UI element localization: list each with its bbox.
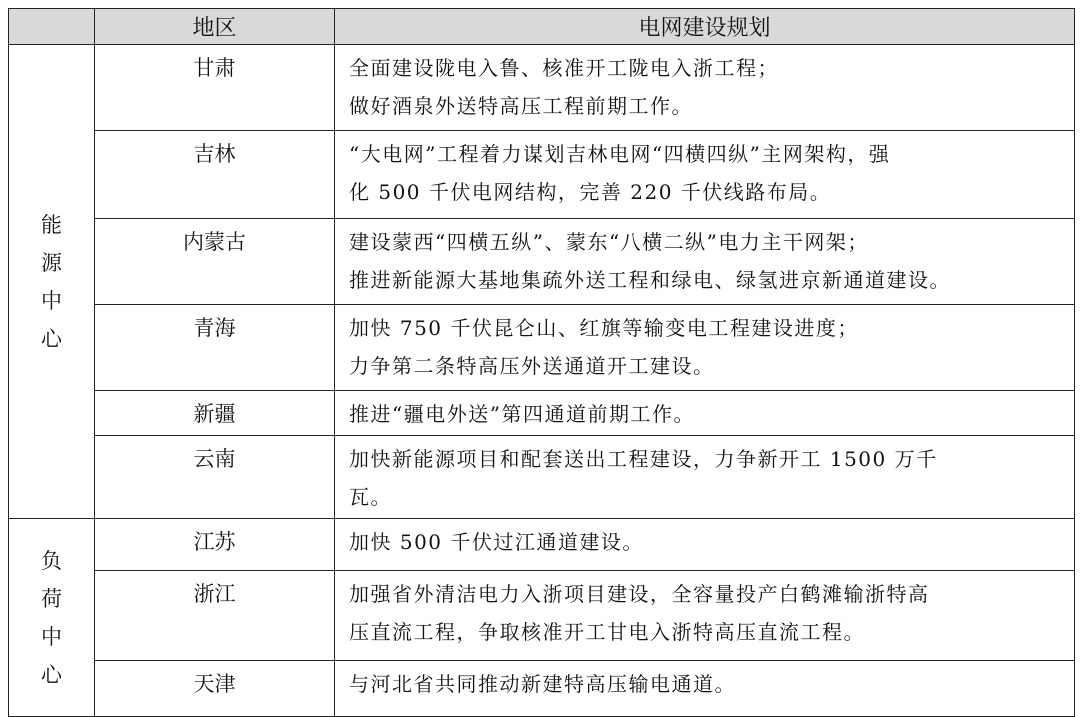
table-row (9, 219, 1075, 305)
table-row (9, 436, 1075, 519)
region-cell: 吉林 (95, 131, 335, 219)
region-cell: 江苏 (95, 519, 335, 571)
plan-cell (335, 131, 1075, 219)
plan-cell (335, 391, 1075, 436)
plan-line: 瓦。 (349, 485, 392, 509)
plan-line: 推进“疆电外送”第四通道前期工作。 (349, 402, 695, 426)
table-row (9, 519, 1075, 571)
header-region: 地区 (95, 9, 335, 45)
table-row (9, 131, 1075, 219)
region-cell: 内蒙古 (95, 219, 335, 305)
group-label: 能源中心 (9, 45, 95, 519)
header-plan: 电网建设规划 (335, 9, 1075, 45)
plan-line: “大电网”工程着力谋划吉林电网“四横四纵”主网架构，强 (349, 142, 891, 166)
plan-line: 推进新能源大基地集疏外送工程和绿电、绿氢进京新通道建设。 (349, 268, 951, 292)
plan-line: 加强省外清洁电力入浙项目建设，全容量投产白鹤滩输浙特高 (349, 582, 930, 606)
plan-cell (335, 45, 1075, 131)
table-row (9, 391, 1075, 436)
region-cell: 新疆 (95, 391, 335, 436)
plan-line: 建设蒙西“四横五纵”、蒙东“八横二纵”电力主干网架； (349, 230, 869, 254)
plan-cell (335, 219, 1075, 305)
plan-cell (335, 519, 1075, 571)
header-group-cell (9, 9, 95, 45)
plan-line: 压直流工程，争取核准开工甘电入浙特高压直流工程。 (349, 620, 865, 644)
plan-cell (335, 305, 1075, 391)
plan-line: 加快新能源项目和配套送出工程建设，力争新开工 1500 万千 (349, 447, 938, 471)
table-row (9, 571, 1075, 661)
plan-line: 加快 500 千伏过江通道建设。 (349, 530, 644, 554)
region-cell: 云南 (95, 436, 335, 519)
plan-cell (335, 436, 1075, 519)
plan-line: 加快 750 千伏昆仑山、红旗等输变电工程建设进度； (349, 316, 859, 340)
table-row (9, 45, 1075, 131)
plan-line: 做好酒泉外送特高压工程前期工作。 (349, 94, 693, 118)
plan-line: 力争第二条特高压外送通道开工建设。 (349, 354, 715, 378)
group-label: 负荷中心 (9, 519, 95, 717)
region-cell: 青海 (95, 305, 335, 391)
plan-line: 与河北省共同推动新建特高压输电通道。 (349, 672, 736, 696)
table-row (9, 305, 1075, 391)
plan-cell (335, 571, 1075, 661)
plan-line: 全面建设陇电入鲁、核准开工陇电入浙工程； (349, 56, 779, 80)
plan-cell (335, 661, 1075, 717)
table-row (9, 661, 1075, 717)
table-body (9, 45, 1075, 717)
plan-line: 化 500 千伏电网结构，完善 220 千伏线路布局。 (349, 180, 832, 204)
region-cell: 浙江 (95, 571, 335, 661)
region-cell: 甘肃 (95, 45, 335, 131)
grid-plan-table (8, 8, 1075, 717)
table-header-row (9, 9, 1075, 45)
region-cell: 天津 (95, 661, 335, 717)
